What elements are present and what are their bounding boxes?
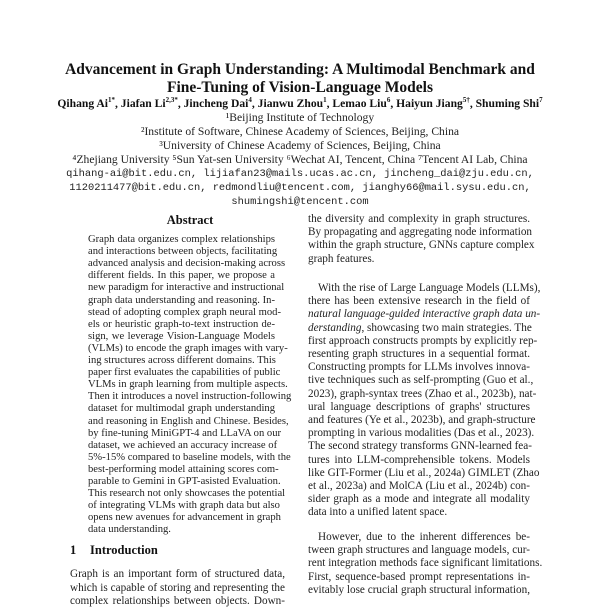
text-line: which is capable of storing and representing the <box>70 581 285 594</box>
text-line: Constructing prompts for LLMs involves innova- <box>308 361 530 374</box>
text-line: Then it introduces a novel instruction-following <box>88 391 292 403</box>
text-line: and reasoning in English and Chinese. Besides, <box>88 415 289 427</box>
author-affiliation-mark: 7 <box>539 96 543 105</box>
paper-title-line-1: Advancement in Graph Understanding: A Multimodal Benchmark and <box>65 61 535 78</box>
text-line: within the graph structure, GNNs capture complex <box>308 239 535 252</box>
text-line: new paradigm for interactive and instructional <box>88 282 285 294</box>
text-line: Graph data organizes complex relationships <box>88 234 275 245</box>
author-name: Jianwu Zhou <box>257 97 324 110</box>
text-line: derstanding, showcasing two main strategies. The <box>308 321 532 334</box>
author-affiliation-mark: 1 <box>323 96 327 105</box>
text-line: By propagating and aggregating node information <box>308 226 533 239</box>
author-name: Shuming Shi <box>475 97 540 110</box>
author-affiliation-mark: 6 <box>386 96 391 105</box>
text-line: sign, we leverage Vision-Language Models <box>88 330 275 342</box>
author-name: Jiafan Li <box>120 97 166 110</box>
text-line: by fine-tuning MiniGPT-4 and LLaVA on our <box>88 427 282 439</box>
text-line: first approach constructs prompts by explicitly rep- <box>308 334 538 347</box>
abstract-heading: Abstract <box>166 213 214 227</box>
text-line: evitably lose crucial graph structural information, <box>308 583 530 596</box>
text-line: rent integration methods face significant limitations. <box>308 557 543 570</box>
text-line: els or heuristic graph-to-text instruction de- <box>88 318 275 330</box>
text-line: 2023), graph-syntax trees (Zhao et al., 2023b), nat- <box>308 387 537 400</box>
text-line: opens new avenues for advancement in graph <box>88 512 281 524</box>
email-line-2: 1120211477@bit.edu.cn, redmondliu@tencent.com, jianghy66@mail.sysu.edu.cn, <box>69 182 531 194</box>
text-line: sider graph as a mode and integrate all modality <box>308 493 530 506</box>
text-line: tween graph structures and language models, cur- <box>308 544 530 557</box>
text-line: advanced analysis and decision-making across <box>88 258 286 270</box>
author-name: Jincheng Dai <box>183 97 249 110</box>
text-line: best-performing model attaining scores com- <box>88 463 279 475</box>
section-heading-introduction: Introduction <box>90 543 158 557</box>
text-line: like GIT-Former (Liu et al., 2024a) GIMLET (Zhao <box>308 466 540 479</box>
text-line: of integrating VLMs with graph data but also <box>88 500 280 512</box>
text-line: dataset for multimodal graph understanding <box>88 403 275 415</box>
text-line: First, sequence-based prompt representations in- <box>308 570 530 583</box>
author-affiliation-mark: 1* <box>108 96 115 105</box>
text-line: dataset, we achieved an accuracy increase of <box>88 439 278 451</box>
text-line: and features (Ye et al., 2023b), and graph-structure <box>308 414 536 426</box>
text-line: data understanding. <box>88 524 171 536</box>
section-number: 1 <box>70 543 77 557</box>
text-line: different fields. In this paper, we propose a <box>88 270 275 282</box>
author-name: Lemao Liu <box>332 97 387 110</box>
text-line: With the rise of Large Language Models (LLMs), <box>318 282 541 294</box>
text-line: tive techniques such as self-prompting (Guo et al., <box>308 374 534 387</box>
text-line: natural language-guided interactive graph data un- <box>308 308 541 321</box>
text-line: and interactions between objects, facilitating <box>88 246 278 258</box>
text-line: VLMs in graph learning from multiple aspects. <box>88 379 288 391</box>
text-line: stead of adopting complex graph neural mod- <box>88 306 281 318</box>
author-list: Qihang $Ai^{1*}$, Jiafan $Li^{2,3*}$, Jincheng Dai$^4$, Jianwu Zhou$^1$, Lemao Liu$^6$, Haiyun Jiang$^{5\dagger}$, Shuming Shi$^7$ <box>57 96 543 110</box>
text-line: ing structures across different domains. This <box>88 355 276 366</box>
text-line: However, due to the inherent differences be- <box>318 531 530 543</box>
paper-title-line-2: Fine-Tuning of Vision-Language Models <box>167 79 433 96</box>
text-line: graph features. <box>308 252 375 265</box>
text-line: data into a unified latent space. <box>308 506 448 519</box>
author-name: Haiyun Jiang <box>396 97 463 110</box>
author-affiliation-mark: 5† <box>462 96 470 105</box>
email-line-3: shumingshi@tencent.com <box>231 196 369 208</box>
affiliation-1: ¹Beijing Institute of Technology <box>225 111 375 124</box>
text-line: graph data understanding and reasoning. In- <box>88 294 275 306</box>
text-line: prompting in various modalities (Das et al., 2023). <box>308 427 535 440</box>
text-line: resenting graph structures in a sequential format. <box>308 348 530 360</box>
text-line: tures into LLM-comprehensible tokens. Models <box>308 453 530 466</box>
email-line-1: qihang-ai@bit.edu.cn, lijiafan23@mails.ucas.ac.cn, jincheng_dai@zju.edu.cn, <box>66 168 534 180</box>
text-line: This research not only showcases the potential <box>88 488 286 500</box>
author-affiliation-mark: 2,3* <box>165 96 178 105</box>
author-name: Qihang Ai <box>57 97 108 110</box>
text-line: paper first evaluates the capabilities of public <box>88 367 281 379</box>
text-line: Graph is an important form of structured data, <box>70 568 285 580</box>
text-line: the diversity and complexity in graph structures. <box>308 213 530 225</box>
text-line: ural language descriptions of graphs' structures <box>308 400 530 413</box>
affiliation-4: ⁴Zhejiang University ⁵Sun Yat-sen University ⁶Wechat AI, Tencent, China ⁷Tencent AI Lab, China <box>72 153 528 166</box>
text-line: The second strategy transforms GNN-learned fea- <box>308 440 532 453</box>
text-line: parable to Gemini in GPT-asisted Evaluation. <box>88 476 281 487</box>
affiliation-3: ³University of Chinese Academy of Sciences, Beijing, China <box>159 139 441 152</box>
text-line: 5%-15% compared to baseline models, with the <box>88 451 291 463</box>
text-line: complex relationships between objects. Down- <box>70 595 285 608</box>
affiliation-2: ²Institute of Software, Chinese Academy of Sciences, Beijing, China <box>140 125 460 138</box>
author-affiliation-mark: 4 <box>248 96 252 105</box>
text-line: et al., 2023a) and MolCA (Liu et al., 2024b) con- <box>308 480 530 492</box>
text-line: there has been extensive research in the field of <box>308 295 530 308</box>
text-line: (VLMs) to encode the graph images with vary- <box>88 342 288 354</box>
